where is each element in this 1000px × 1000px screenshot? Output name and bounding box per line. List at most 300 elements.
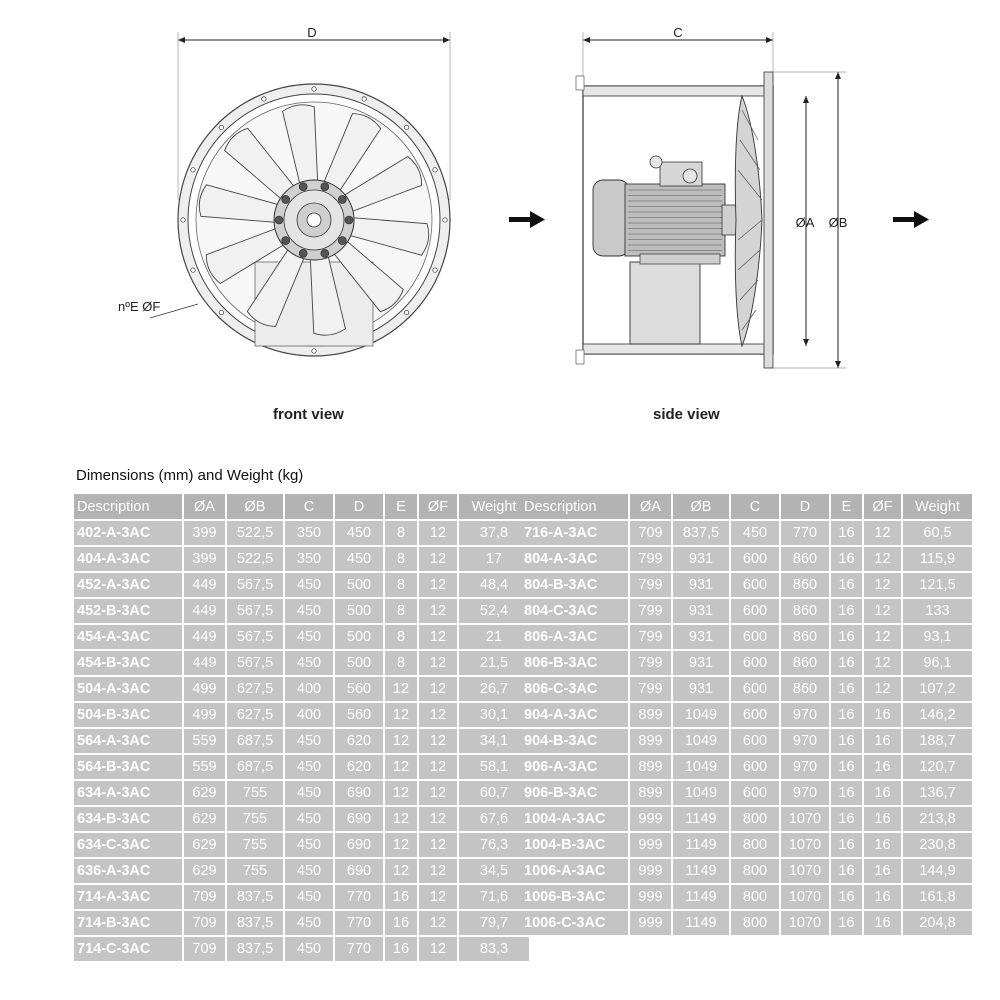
table-cell: 133 [903,599,972,623]
table-cell: 12 [864,677,901,701]
table-cell: 567,5 [227,625,283,649]
table-row [74,599,529,623]
table-cell: 399 [184,547,225,571]
table-cell: 12 [385,677,417,701]
table-cell: 1049 [673,781,729,805]
table-row [74,703,529,727]
table-cell: 799 [630,625,671,649]
table-cell: 690 [335,833,383,857]
model-description-cell: 402-A-3AC [74,521,182,545]
table-cell: 931 [673,547,729,571]
table-row [74,651,529,675]
table-cell: 93,1 [903,625,972,649]
table-cell: 931 [673,625,729,649]
airflow-arrow-icon [509,211,545,228]
table-cell: 600 [731,703,779,727]
table-row [74,859,529,883]
mounting-hole [191,268,195,272]
table-cell: 12 [419,937,457,961]
table-cell: 34,5 [459,859,529,883]
table-cell: 860 [781,677,829,701]
table-cell: 76,3 [459,833,529,857]
table-cell: 107,2 [903,677,972,701]
hub-bolt [282,237,290,245]
hub-bolt [345,216,353,224]
table-row [521,807,972,831]
model-description-cell: 454-B-3AC [74,651,182,675]
hub-bolt [299,249,307,257]
table-cell: 799 [630,547,671,571]
table-row [74,937,529,961]
table-cell: 12 [419,625,457,649]
table-cell: 12 [385,755,417,779]
table-cell: 12 [864,625,901,649]
table-cell: 629 [184,781,225,805]
model-description-cell: 504-B-3AC [74,703,182,727]
table-row [521,755,972,779]
table-cell: 1049 [673,729,729,753]
mounting-hole [181,218,185,222]
table-cell: 1070 [781,859,829,883]
table-cell: 450 [285,859,333,883]
table-cell: 770 [335,911,383,935]
table-cell: 12 [419,573,457,597]
table-cell: 770 [335,885,383,909]
table-cell: 12 [419,859,457,883]
table-row [74,885,529,909]
table-cell: 96,1 [903,651,972,675]
table-cell: 12 [419,547,457,571]
table-cell: 37,8 [459,521,529,545]
table-cell: 449 [184,625,225,649]
table-cell: 899 [630,703,671,727]
table-cell: 629 [184,859,225,883]
table-cell: 1149 [673,911,729,935]
airflow-arrow-icon [893,211,929,228]
table-cell: 522,5 [227,547,283,571]
mounting-hole [433,168,437,172]
table-cell: 12 [385,703,417,727]
column-header: Weight [903,494,972,519]
table-cell: 449 [184,651,225,675]
table-row [74,807,529,831]
dimensions-table-right [519,492,974,937]
table-cell: 450 [285,651,333,675]
table-cell: 16 [831,781,862,805]
model-description-cell: 634-C-3AC [74,833,182,857]
table-cell: 16 [864,755,901,779]
model-description-cell: 634-A-3AC [74,781,182,805]
model-description-cell: 906-B-3AC [521,781,628,805]
table-cell: 12 [419,833,457,857]
table-header-row [521,494,972,519]
column-header: ØB [227,494,283,519]
table-cell: 1070 [781,885,829,909]
table-cell: 12 [419,885,457,909]
table-cell: 931 [673,599,729,623]
table-cell: 12 [419,911,457,935]
table-cell: 21,5 [459,651,529,675]
technical-drawing [0,0,1000,440]
table-cell: 690 [335,781,383,805]
column-header: Weight [459,494,529,519]
table-cell: 837,5 [227,885,283,909]
table-cell: 16 [831,833,862,857]
dimension-a-label: ØA [795,215,815,230]
table-cell: 450 [285,599,333,623]
table-cell: 837,5 [227,937,283,961]
mounting-hole [404,310,408,314]
side-view-caption: side view [653,406,720,423]
table-cell: 8 [385,599,417,623]
table-cell: 600 [731,625,779,649]
column-header: ØB [673,494,729,519]
table-cell: 522,5 [227,521,283,545]
table-cell: 450 [335,521,383,545]
table-cell: 450 [285,911,333,935]
table-cell: 71,6 [459,885,529,909]
front-view [118,25,450,356]
table-cell: 627,5 [227,677,283,701]
table-cell: 800 [731,807,779,831]
model-description-cell: 1006-A-3AC [521,859,628,883]
table-cell: 8 [385,521,417,545]
table-cell: 213,8 [903,807,972,831]
table-cell: 1049 [673,755,729,779]
column-header: C [285,494,333,519]
table-cell: 931 [673,651,729,675]
hub-bolt [338,195,346,203]
table-cell: 12 [419,703,457,727]
table-cell: 16 [864,729,901,753]
mounting-hole [404,125,408,129]
table-cell: 16 [831,859,862,883]
table-row [74,625,529,649]
table-cell: 16 [864,781,901,805]
table-cell: 16 [831,599,862,623]
table-cell: 600 [731,547,779,571]
table-cell: 560 [335,703,383,727]
table-cell: 499 [184,703,225,727]
table-cell: 629 [184,807,225,831]
table-cell: 600 [731,781,779,805]
table-cell: 800 [731,833,779,857]
dimension-b-label: ØB [828,215,848,230]
table-row [521,729,972,753]
model-description-cell: 1006-C-3AC [521,911,628,935]
table-cell: 899 [630,729,671,753]
table-cell: 1049 [673,703,729,727]
table-cell: 16 [831,547,862,571]
table-cell: 449 [184,573,225,597]
table-row [521,625,972,649]
table-cell: 12 [419,781,457,805]
table-cell: 600 [731,677,779,701]
table-cell: 620 [335,729,383,753]
table-cell: 1070 [781,833,829,857]
table-cell: 188,7 [903,729,972,753]
table-cell: 16 [831,651,862,675]
model-description-cell: 904-A-3AC [521,703,628,727]
table-cell: 450 [285,781,333,805]
table-cell: 499 [184,677,225,701]
column-header: Description [74,494,182,519]
model-description-cell: 904-B-3AC [521,729,628,753]
table-cell: 12 [864,599,901,623]
table-row [521,885,972,909]
column-header: ØF [864,494,901,519]
table-cell: 799 [630,573,671,597]
table-cell: 16 [864,885,901,909]
table-cell: 17 [459,547,529,571]
table-row [74,911,529,935]
table-cell: 970 [781,781,829,805]
model-description-cell: 404-A-3AC [74,547,182,571]
model-description-cell: 564-B-3AC [74,755,182,779]
table-cell: 12 [419,651,457,675]
table-row [74,755,529,779]
table-cell: 399 [184,521,225,545]
side-view [576,25,847,368]
table-cell: 620 [335,755,383,779]
table-cell: 709 [184,885,225,909]
table-cell: 12 [385,781,417,805]
table-cell: 899 [630,755,671,779]
table-row [74,573,529,597]
table-cell: 1070 [781,807,829,831]
table-cell: 12 [385,859,417,883]
column-header: Description [521,494,628,519]
table-cell: 1070 [781,911,829,935]
table-cell: 999 [630,911,671,935]
column-header: ØA [630,494,671,519]
table-row [74,547,529,571]
column-header: ØF [419,494,457,519]
table-cell: 12 [385,807,417,831]
table-row [74,833,529,857]
hub-bolt [338,237,346,245]
table-cell: 121,5 [903,573,972,597]
table-row [521,859,972,883]
table-cell: 21 [459,625,529,649]
model-description-cell: 452-B-3AC [74,599,182,623]
table-cell: 12 [419,521,457,545]
model-description-cell: 636-A-3AC [74,859,182,883]
table-cell: 26,7 [459,677,529,701]
table-cell: 500 [335,599,383,623]
model-description-cell: 804-A-3AC [521,547,628,571]
table-cell: 79,7 [459,911,529,935]
model-description-cell: 1004-A-3AC [521,807,628,831]
model-description-cell: 806-C-3AC [521,677,628,701]
hub-bolt [275,216,283,224]
table-cell: 500 [335,573,383,597]
table-cell: 755 [227,807,283,831]
table-row [521,911,972,935]
table-cell: 450 [285,833,333,857]
table-cell: 970 [781,729,829,753]
table-cell: 999 [630,833,671,857]
table-row [521,547,972,571]
table-cell: 58,1 [459,755,529,779]
table-cell: 144,9 [903,859,972,883]
table-row [521,573,972,597]
table-row [521,677,972,701]
table-cell: 709 [184,911,225,935]
table-cell: 860 [781,599,829,623]
table-cell: 755 [227,781,283,805]
table-cell: 999 [630,859,671,883]
table-cell: 16 [864,911,901,935]
table-cell: 12 [864,547,901,571]
table-cell: 709 [630,521,671,545]
table-cell: 52,4 [459,599,529,623]
table-cell: 120,7 [903,755,972,779]
table-cell: 161,8 [903,885,972,909]
table-cell: 16 [864,703,901,727]
table-row [521,521,972,545]
table-cell: 600 [731,651,779,675]
table-cell: 567,5 [227,651,283,675]
table-cell: 16 [864,807,901,831]
table-cell: 600 [731,729,779,753]
table-cell: 800 [731,859,779,883]
table-cell: 755 [227,833,283,857]
table-cell: 136,7 [903,781,972,805]
table-cell: 230,8 [903,833,972,857]
model-description-cell: 504-A-3AC [74,677,182,701]
table-cell: 16 [831,521,862,545]
table-cell: 709 [184,937,225,961]
table-cell: 34,1 [459,729,529,753]
table-cell: 12 [864,651,901,675]
table-row [521,599,972,623]
table-cell: 450 [285,755,333,779]
table-cell: 60,5 [903,521,972,545]
mounting-hole [191,168,195,172]
table-cell: 931 [673,677,729,701]
table-row [74,781,529,805]
table-cell: 860 [781,625,829,649]
table-cell: 600 [731,599,779,623]
table-cell: 16 [831,755,862,779]
column-header: E [831,494,862,519]
table-cell: 970 [781,703,829,727]
model-description-cell: 454-A-3AC [74,625,182,649]
table-row [521,703,972,727]
model-description-cell: 634-B-3AC [74,807,182,831]
column-header: C [731,494,779,519]
table-cell: 1149 [673,807,729,831]
mounting-hole [443,218,447,222]
table-cell: 16 [864,833,901,857]
table-cell: 799 [630,599,671,623]
model-description-cell: 716-A-3AC [521,521,628,545]
column-header: D [781,494,829,519]
model-description-cell: 1006-B-3AC [521,885,628,909]
table-cell: 450 [285,885,333,909]
mounting-hole [219,125,223,129]
mounting-hole [433,268,437,272]
table-cell: 16 [831,807,862,831]
table-cell: 837,5 [227,911,283,935]
model-description-cell: 804-C-3AC [521,599,628,623]
model-description-cell: 714-C-3AC [74,937,182,961]
model-description-cell: 806-B-3AC [521,651,628,675]
table-cell: 799 [630,651,671,675]
table-cell: 1149 [673,885,729,909]
model-description-cell: 452-A-3AC [74,573,182,597]
table-cell: 12 [385,833,417,857]
table-cell: 16 [831,625,862,649]
table-row [74,677,529,701]
table-cell: 687,5 [227,729,283,753]
table-cell: 860 [781,651,829,675]
table-cell: 450 [285,937,333,961]
table-cell: 12 [419,729,457,753]
table-cell: 450 [285,573,333,597]
table-cell: 450 [335,547,383,571]
table-cell: 8 [385,573,417,597]
mounting-hole [362,97,366,101]
table-cell: 931 [673,573,729,597]
table-cell: 350 [285,547,333,571]
table-row [521,833,972,857]
table-cell: 400 [285,703,333,727]
table-row [74,729,529,753]
table-cell: 30,1 [459,703,529,727]
table-cell: 60,7 [459,781,529,805]
table-row [521,781,972,805]
table-cell: 600 [731,755,779,779]
table-cell: 8 [385,547,417,571]
table-cell: 83,3 [459,937,529,961]
table-cell: 629 [184,833,225,857]
table-cell: 567,5 [227,573,283,597]
table-cell: 450 [285,729,333,753]
mounting-hole [219,310,223,314]
mounting-hole [312,349,316,353]
table-cell: 690 [335,807,383,831]
table-cell: 567,5 [227,599,283,623]
table-cell: 16 [831,573,862,597]
table-cell: 770 [335,937,383,961]
table-cell: 146,2 [903,703,972,727]
table-cell: 16 [831,677,862,701]
table-row [74,521,529,545]
table-cell: 12 [419,807,457,831]
table-cell: 860 [781,547,829,571]
table-cell: 690 [335,859,383,883]
table-cell: 687,5 [227,755,283,779]
table-cell: 12 [864,573,901,597]
hub-bolt [321,183,329,191]
table-cell: 799 [630,677,671,701]
table-row [521,651,972,675]
table-cell: 8 [385,651,417,675]
table-cell: 560 [335,677,383,701]
dimension-c-label: C [673,25,683,40]
table-cell: 755 [227,859,283,883]
table-cell: 350 [285,521,333,545]
hub-bolt [299,183,307,191]
hub-bolt [321,249,329,257]
model-description-cell: 804-B-3AC [521,573,628,597]
table-cell: 450 [285,807,333,831]
model-description-cell: 714-A-3AC [74,885,182,909]
table-cell: 860 [781,573,829,597]
table-cell: 12 [419,677,457,701]
